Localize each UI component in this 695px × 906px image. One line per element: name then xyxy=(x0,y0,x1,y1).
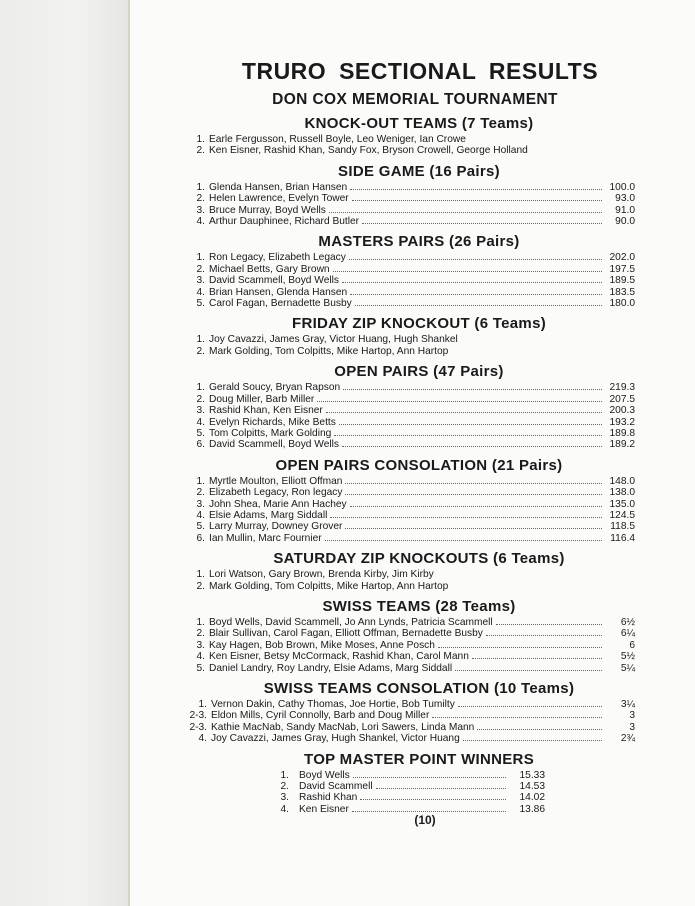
player-names: Joy Cavazzi, James Gray, Victor Huang, Hugh Shankel xyxy=(209,334,458,346)
score: 193.2 xyxy=(609,416,635,428)
player-names: Mark Golding, Tom Colpitts, Mike Hartop, Ann Hartop xyxy=(209,345,449,357)
section-top-mp xyxy=(185,751,635,816)
dot-leader xyxy=(362,223,602,224)
score: 91.0 xyxy=(615,204,635,216)
score: 93.0 xyxy=(615,193,635,205)
rank: 2. xyxy=(196,345,205,357)
score: 207.5 xyxy=(609,393,635,405)
section-heading: SWISS TEAMS (28 Teams) xyxy=(322,597,516,615)
dot-leader xyxy=(345,494,602,495)
dot-leader xyxy=(325,540,602,541)
result-row xyxy=(185,134,635,145)
rank: 1. xyxy=(196,134,205,145)
section-heading: FRIDAY ZIP KNOCKOUT (6 Teams) xyxy=(291,315,547,333)
result-row xyxy=(185,710,635,721)
rank: 5. xyxy=(196,662,205,674)
player-names: Boyd Wells, David Scammell, Jo Ann Lynds, Patricia Scammell xyxy=(209,616,493,628)
score: 3 xyxy=(629,710,635,722)
score: 6 xyxy=(629,639,635,651)
player-names: Kathie MacNab, Sandy MacNab, Lori Sawers, Linda Mann xyxy=(211,721,475,733)
result-row xyxy=(185,193,635,204)
player-names: Michael Betts, Gary Brown xyxy=(209,263,330,275)
result-row xyxy=(185,382,635,393)
section-heading: SATURDAY ZIP KNOCKOUTS (6 Teams) xyxy=(273,550,565,568)
player-names: Glenda Hansen, Brian Hansen xyxy=(209,181,348,193)
score: 3¼ xyxy=(620,699,635,710)
player-names: Kay Hagen, Bob Brown, Mike Moses, Anne Posch xyxy=(209,639,435,651)
result-row xyxy=(185,640,635,651)
score: 189.8 xyxy=(609,427,635,439)
score: 148.0 xyxy=(609,475,635,487)
player-names: Elsie Adams, Marg Siddall xyxy=(209,509,328,521)
binding-margin xyxy=(0,0,128,906)
player-names: Mark Golding, Tom Colpitts, Mike Hartop, Ann Hartop xyxy=(209,580,449,592)
result-row xyxy=(185,252,635,263)
dot-leader xyxy=(342,282,602,283)
rank: 2-3. xyxy=(189,721,207,733)
player-names: Ron Legacy, Elizabeth Legacy xyxy=(209,252,346,264)
section-side-game xyxy=(185,163,635,228)
results-list xyxy=(185,252,635,309)
rank: 4. xyxy=(196,216,205,228)
result-row xyxy=(185,617,635,628)
score: 219.3 xyxy=(609,382,635,394)
results-list xyxy=(185,134,635,157)
results-list xyxy=(185,182,635,228)
player-names: Larry Murray, Downey Grover xyxy=(209,521,343,533)
section-masters xyxy=(185,233,635,309)
player-names: Eldon Mills, Cyril Connolly, Barb and Doug Miller xyxy=(211,710,430,722)
player-names: David Scammell, Boyd Wells xyxy=(209,439,340,451)
rank: 5. xyxy=(196,427,205,439)
result-row xyxy=(185,663,635,674)
score: 5½ xyxy=(620,651,635,663)
results-list xyxy=(265,770,545,816)
rank: 4. xyxy=(196,651,205,663)
score: 183.5 xyxy=(609,286,635,298)
player-names: Vernon Dakin, Cathy Thomas, Joe Hortie, Bob Tumilty xyxy=(211,699,455,710)
rank: 3. xyxy=(280,792,289,804)
result-row xyxy=(265,781,545,792)
rank: 1. xyxy=(280,769,289,781)
player-names: Gerald Soucy, Bryan Rapson xyxy=(209,382,341,394)
results-list xyxy=(185,617,635,674)
result-row xyxy=(185,733,635,744)
score: 202.0 xyxy=(609,252,635,264)
dot-leader xyxy=(438,647,602,648)
rank: 4. xyxy=(196,509,205,521)
result-row xyxy=(185,275,635,286)
rank: 1. xyxy=(196,616,205,628)
player-names: Doug Miller, Barb Miller xyxy=(209,393,315,405)
result-row xyxy=(185,439,635,450)
rank: 1. xyxy=(198,699,207,710)
dot-leader xyxy=(330,517,602,518)
results-page xyxy=(185,58,635,815)
rank: 1. xyxy=(196,475,205,487)
dot-leader xyxy=(360,799,506,800)
result-row xyxy=(185,699,635,710)
player-names: Ian Mullin, Marc Fournier xyxy=(209,532,322,544)
rank: 4. xyxy=(280,803,289,815)
result-row xyxy=(185,569,635,580)
player-names: Ken Eisner, Betsy McCormack, Rashid Khan, Carol Mann xyxy=(209,651,469,663)
dot-leader xyxy=(317,401,602,402)
dot-leader xyxy=(455,670,602,671)
rank: 2-3. xyxy=(189,710,207,722)
dot-leader xyxy=(376,788,506,789)
section-heading: OPEN PAIRS (47 Pairs) xyxy=(334,363,504,381)
result-row xyxy=(185,510,635,521)
dot-leader xyxy=(333,271,602,272)
player-names: Brian Hansen, Glenda Hansen xyxy=(209,286,348,298)
player-names: Boyd Wells xyxy=(299,769,350,781)
rank: 2. xyxy=(280,781,289,793)
rank: 5. xyxy=(196,298,205,310)
score: 6¼ xyxy=(620,628,635,640)
rank: 1. xyxy=(196,252,205,264)
rank: 3. xyxy=(196,405,205,417)
score: 180.0 xyxy=(609,298,635,310)
tournament-subtitle: DON COX MEMORIAL TOURNAMENT xyxy=(272,91,558,108)
score: 189.5 xyxy=(609,275,635,287)
result-row xyxy=(185,298,635,309)
rank: 4. xyxy=(196,286,205,298)
player-names: Lori Watson, Gary Brown, Brenda Kirby, Jim Kirby xyxy=(209,569,434,581)
player-names: Rashid Khan, Ken Eisner xyxy=(209,405,323,417)
rank: 2. xyxy=(196,580,205,592)
section-swiss xyxy=(185,598,635,674)
player-names: Carol Fagan, Bernadette Busby xyxy=(209,298,352,310)
rank: 2. xyxy=(196,263,205,275)
player-names: Tom Colpitts, Mark Golding xyxy=(209,427,332,439)
score: 6½ xyxy=(620,616,635,628)
score: 197.5 xyxy=(609,263,635,275)
result-row xyxy=(185,521,635,532)
result-row xyxy=(185,205,635,216)
player-names: David Scammell xyxy=(299,781,373,793)
score: 189.2 xyxy=(609,439,635,451)
rank: 4. xyxy=(198,733,207,745)
dot-leader xyxy=(496,624,602,625)
dot-leader xyxy=(350,506,602,507)
score: 200.3 xyxy=(609,405,635,417)
rank: 5. xyxy=(196,521,205,533)
section-swiss-consolation xyxy=(185,680,635,745)
dot-leader xyxy=(463,740,602,741)
section-heading: TOP MASTER POINT WINNERS xyxy=(304,750,534,768)
dot-leader xyxy=(345,528,602,529)
rank: 2. xyxy=(196,628,205,640)
dot-leader xyxy=(472,658,602,659)
rank: 6. xyxy=(196,532,205,544)
rank: 3. xyxy=(196,204,205,216)
score: 124.5 xyxy=(609,509,635,521)
dot-leader xyxy=(355,305,602,306)
results-list xyxy=(185,699,635,745)
dot-leader xyxy=(350,189,602,190)
result-row xyxy=(185,394,635,405)
page-number: (10) xyxy=(414,813,436,827)
score: 118.5 xyxy=(610,521,635,533)
player-names: Joy Cavazzi, James Gray, Hugh Shankel, Victor Huang xyxy=(211,733,460,745)
rank: 6. xyxy=(196,439,205,451)
result-row xyxy=(185,346,635,357)
player-names: Blair Sullivan, Carol Fagan, Elliott Offman, Bernadette Busby xyxy=(209,628,483,640)
result-row xyxy=(185,287,635,298)
dot-leader xyxy=(334,435,602,436)
rank: 1. xyxy=(196,334,205,346)
dot-leader xyxy=(326,412,602,413)
section-open-consolation xyxy=(185,457,635,544)
score: 138.0 xyxy=(609,487,635,499)
result-row xyxy=(185,145,635,156)
dot-leader xyxy=(349,259,602,260)
score: 135.0 xyxy=(609,498,635,510)
score: 13.86 xyxy=(519,803,545,815)
score: 15.33 xyxy=(519,769,545,781)
results-list xyxy=(185,382,635,450)
player-names: Helen Lawrence, Evelyn Tower xyxy=(209,193,349,205)
result-row xyxy=(185,722,635,733)
score: 14.02 xyxy=(519,792,545,804)
player-names: Earle Fergusson, Russell Boyle, Leo Weniger, Ian Crowe xyxy=(209,134,466,145)
rank: 2. xyxy=(196,487,205,499)
result-row xyxy=(185,417,635,428)
result-row xyxy=(185,182,635,193)
player-names: John Shea, Marie Ann Hachey xyxy=(209,498,347,510)
section-friday-zip xyxy=(185,315,635,357)
dot-leader xyxy=(342,446,602,447)
dot-leader xyxy=(352,811,506,812)
score: 90.0 xyxy=(615,216,635,228)
player-names: Ken Eisner, Rashid Khan, Sandy Fox, Bryson Crowell, George Holland xyxy=(209,145,528,157)
result-row xyxy=(185,533,635,544)
section-knockout xyxy=(185,115,635,157)
rank: 1. xyxy=(196,181,205,193)
player-names: Elizabeth Legacy, Ron legacy xyxy=(209,487,343,499)
score: 2¾ xyxy=(620,733,635,745)
result-row xyxy=(185,264,635,275)
section-open-pairs xyxy=(185,363,635,450)
score: 3 xyxy=(629,721,635,733)
dot-leader xyxy=(353,777,506,778)
score: 116.4 xyxy=(610,532,635,544)
result-row xyxy=(185,581,635,592)
score: 100.0 xyxy=(609,181,635,193)
dot-leader xyxy=(329,212,602,213)
player-names: Bruce Murray, Boyd Wells xyxy=(209,204,326,216)
player-names: Arthur Dauphinee, Richard Butler xyxy=(209,216,360,228)
rank: 1. xyxy=(196,569,205,581)
dot-leader xyxy=(343,389,602,390)
dot-leader xyxy=(432,717,602,718)
rank: 3. xyxy=(196,275,205,287)
player-names: Daniel Landry, Roy Landry, Elsie Adams, Marg Siddall xyxy=(209,662,453,674)
result-row xyxy=(185,487,635,498)
results-list xyxy=(185,334,635,357)
result-row xyxy=(265,770,545,781)
results-list xyxy=(185,476,635,544)
player-names: Evelyn Richards, Mike Betts xyxy=(209,416,336,428)
rank: 2. xyxy=(196,393,205,405)
player-names: Rashid Khan xyxy=(299,792,358,804)
result-row xyxy=(185,628,635,639)
result-row xyxy=(185,499,635,510)
result-row xyxy=(185,405,635,416)
result-row xyxy=(185,216,635,227)
page-title: TRURO SECTIONAL RESULTS xyxy=(241,58,599,84)
section-saturday-zip xyxy=(185,550,635,592)
result-row xyxy=(185,476,635,487)
dot-leader xyxy=(477,729,602,730)
result-row xyxy=(185,651,635,662)
rank: 3. xyxy=(196,498,205,510)
rank: 2. xyxy=(196,145,205,157)
dot-leader xyxy=(458,706,602,707)
section-heading: SIDE GAME (16 Pairs) xyxy=(338,162,500,180)
dot-leader xyxy=(345,483,602,484)
result-row xyxy=(265,792,545,803)
section-heading: KNOCK-OUT TEAMS (7 Teams) xyxy=(304,115,534,132)
dot-leader xyxy=(339,424,602,425)
result-row xyxy=(185,428,635,439)
player-names: Ken Eisner xyxy=(299,803,349,815)
section-heading: OPEN PAIRS CONSOLATION (21 Pairs) xyxy=(275,456,563,474)
dot-leader xyxy=(352,200,602,201)
section-heading: SWISS TEAMS CONSOLATION (10 Teams) xyxy=(263,680,575,697)
section-heading: MASTERS PAIRS (26 Pairs) xyxy=(318,233,520,251)
score: 14.53 xyxy=(519,781,545,793)
rank: 4. xyxy=(196,416,205,428)
results-list xyxy=(185,569,635,592)
result-row xyxy=(185,334,635,345)
rank: 3. xyxy=(196,639,205,651)
player-names: David Scammell, Boyd Wells xyxy=(209,275,340,287)
dot-leader xyxy=(350,294,602,295)
score: 5¼ xyxy=(620,662,635,674)
rank: 2. xyxy=(196,193,205,205)
rank: 1. xyxy=(196,382,205,394)
dot-leader xyxy=(486,635,602,636)
player-names: Myrtle Moulton, Elliott Offman xyxy=(209,475,343,487)
